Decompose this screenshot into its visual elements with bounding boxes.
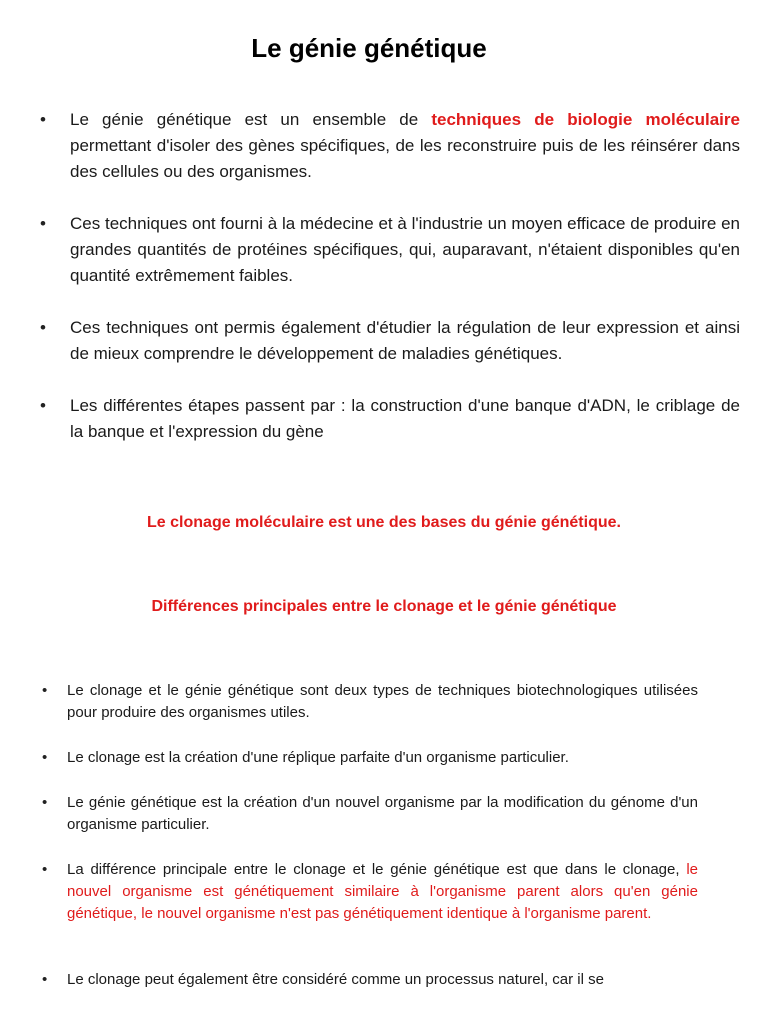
list-item xyxy=(40,393,740,445)
bullet-icon: • xyxy=(42,682,48,699)
list-item xyxy=(42,680,698,724)
bullet-icon: • xyxy=(42,971,48,988)
bullet-icon: • xyxy=(40,396,46,415)
bullet-text: Le clonage et le génie génétique sont deux types de techniques biotechnologiques utilisées pour produire des organismes utiles. xyxy=(67,682,698,721)
bullet-text-start: Le génie génétique est un ensemble de xyxy=(70,110,432,129)
bullet-text: Ces techniques ont fourni à la médecine et à l'industrie un moyen efficace de produire en grandes quantités de protéines spécifiques, qui, auparavant, n'étaient disponibles qu'en quantité extrêmement faibles. xyxy=(70,214,740,285)
bullet-icon: • xyxy=(42,794,48,811)
list-item xyxy=(42,859,698,925)
bullet-icon: • xyxy=(42,861,48,878)
intro-bullet-list xyxy=(40,107,740,471)
bullet-text: Les différentes étapes passent par : la construction d'une banque d'ADN, le criblage de la banque et l'expression du gène xyxy=(70,396,740,441)
list-item xyxy=(40,315,740,367)
bullet-icon: • xyxy=(40,110,46,129)
bullet-text: Le génie génétique est la création d'un nouvel organisme par la modification du génome d'un organisme particulier. xyxy=(67,794,698,833)
section-heading-clonage: Le clonage moléculaire est une des bases du génie génétique. xyxy=(147,514,621,531)
list-item xyxy=(42,792,698,836)
list-item xyxy=(40,107,740,185)
bullet-icon: • xyxy=(42,749,48,766)
section-heading-differences: Différences principales entre le clonage et le génie génétique xyxy=(151,598,617,615)
bullet-text-end: permettant d'isoler des gènes spécifiques, de les reconstruire puis de les réinsérer dans des cellules ou des organismes. xyxy=(70,136,740,181)
bullet-text: Le clonage peut également être considéré comme un processus naturel, car il se xyxy=(67,971,604,988)
bullet-text: Le clonage est la création d'une réplique parfaite d'un organisme particulier. xyxy=(67,749,569,766)
bullet-text-start: La différence principale entre le clonage et le génie génétique est que dans le clonage, xyxy=(67,861,687,878)
highlighted-text: le nouvel organisme est génétiquement similaire à l'organisme parent alors qu'en génie génétique, le nouvel organisme n'est pas génétiquement identique à l'organisme parent. xyxy=(67,861,698,922)
differences-bullet-list xyxy=(42,680,698,1014)
highlighted-term: techniques de biologie moléculaire xyxy=(431,110,740,129)
bullet-icon: • xyxy=(40,318,46,337)
page-title: Le génie génétique xyxy=(251,33,487,63)
bullet-icon: • xyxy=(40,214,46,233)
list-item xyxy=(42,969,698,991)
list-item xyxy=(42,747,698,769)
list-item xyxy=(40,211,740,289)
bullet-text: Ces techniques ont permis également d'étudier la régulation de leur expression et ainsi de mieux comprendre le développement de maladies génétiques. xyxy=(70,318,740,363)
